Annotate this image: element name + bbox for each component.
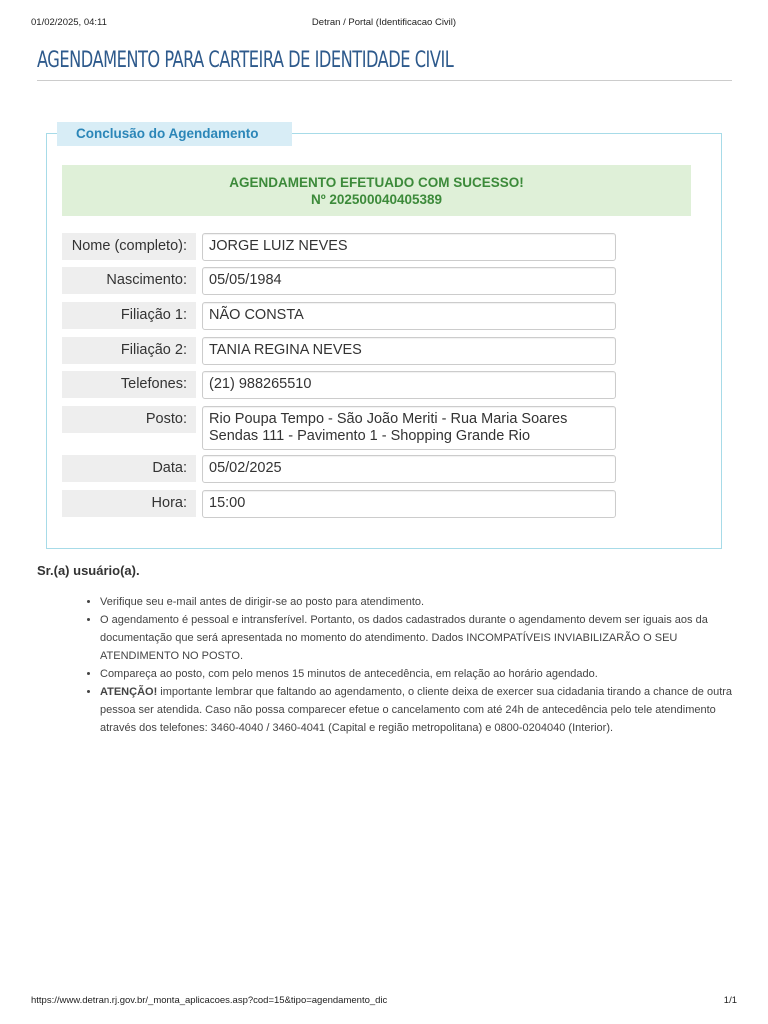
posto-value-line2: Sendas 111 - Pavimento 1 - Shopping Grande Rio (209, 428, 531, 444)
filiacao1-value: NÃO CONSTA (202, 302, 616, 330)
success-alert (62, 165, 691, 216)
notice-item: • Verifique seu e-mail antes de dirigir-se ao posto para atendimento. (100, 593, 752, 611)
page-number: 1/1 (723, 995, 737, 1006)
appointment-number: Nº 202500040405389 (310, 192, 443, 207)
title-divider (37, 80, 732, 81)
posto-value-line1: Rio Poupa Tempo - São João Meriti - Rua Maria Soares (209, 411, 568, 427)
data-value: 05/02/2025 (202, 455, 616, 483)
print-document-title: Detran / Portal (Identificacao Civil) (311, 17, 457, 28)
print-footer (31, 995, 737, 1006)
nome-value: JORGE LUIZ NEVES (202, 233, 616, 261)
notice-heading: Sr.(a) usuário(a). (37, 563, 140, 578)
notice-item-warning (100, 683, 752, 737)
posto-label: Posto: (62, 406, 196, 433)
notice-item: • Compareça ao posto, com pelo menos 15 minutos de antecedência, em relação ao horário agendado. (100, 665, 752, 683)
success-message: AGENDAMENTO EFETUADO COM SUCESSO! (229, 175, 524, 190)
page-url: https://www.detran.rj.gov.br/_monta_aplicacoes.asp?cod=15&tipo=agendamento_dic (31, 995, 388, 1006)
filiacao2-value: TANIA REGINA NEVES (202, 337, 616, 365)
print-datetime: 01/02/2025, 04:11 (31, 17, 107, 28)
nome-label: Nome (completo): (62, 233, 196, 260)
filiacao2-label: Filiação 2: (62, 337, 196, 364)
data-label: Data: (62, 455, 196, 482)
filiacao1-label: Filiação 1: (62, 302, 196, 329)
hora-label: Hora: (62, 490, 196, 517)
nascimento-label: Nascimento: (62, 267, 196, 294)
notice-warning-text: importante lembrar que faltando ao agendamento, o cliente deixa de exercer sua cidadania tirando a chance de outra pessoa ser atendida. Caso não possa comparecer efetue o cancelamento com até 24h de antecedência pelo tele atendimento através dos telefones: 3460-4040 / 3460-4041 (Capital e região metropolitana) e 0800-0204040 (Interior). (100, 686, 733, 734)
print-header (31, 17, 737, 31)
hora-value: 15:00 (202, 490, 616, 518)
fieldset-legend: Conclusão do Agendamento (57, 122, 292, 146)
page-title: AGENDAMENTO PARA CARTEIRA DE IDENTIDADE CIVIL (37, 48, 454, 73)
nascimento-value: 05/05/1984 (202, 267, 616, 295)
posto-value (202, 406, 616, 450)
notice-list (83, 593, 752, 737)
notice-item: • O agendamento é pessoal e intransferível. Portanto, os dados cadastrados durante o agendamento devem ser iguais aos da documentação que será apresentada no momento do atendimento. Dados INCOMPATÍVEIS INVIABILIZARÃO O SEU ATENDIMENTO NO POSTO. (100, 611, 752, 665)
notice-warning-label: ATENÇÃO! (100, 686, 158, 698)
telefones-label: Telefones: (62, 371, 196, 398)
telefones-value: (21) 988265510 (202, 371, 616, 399)
